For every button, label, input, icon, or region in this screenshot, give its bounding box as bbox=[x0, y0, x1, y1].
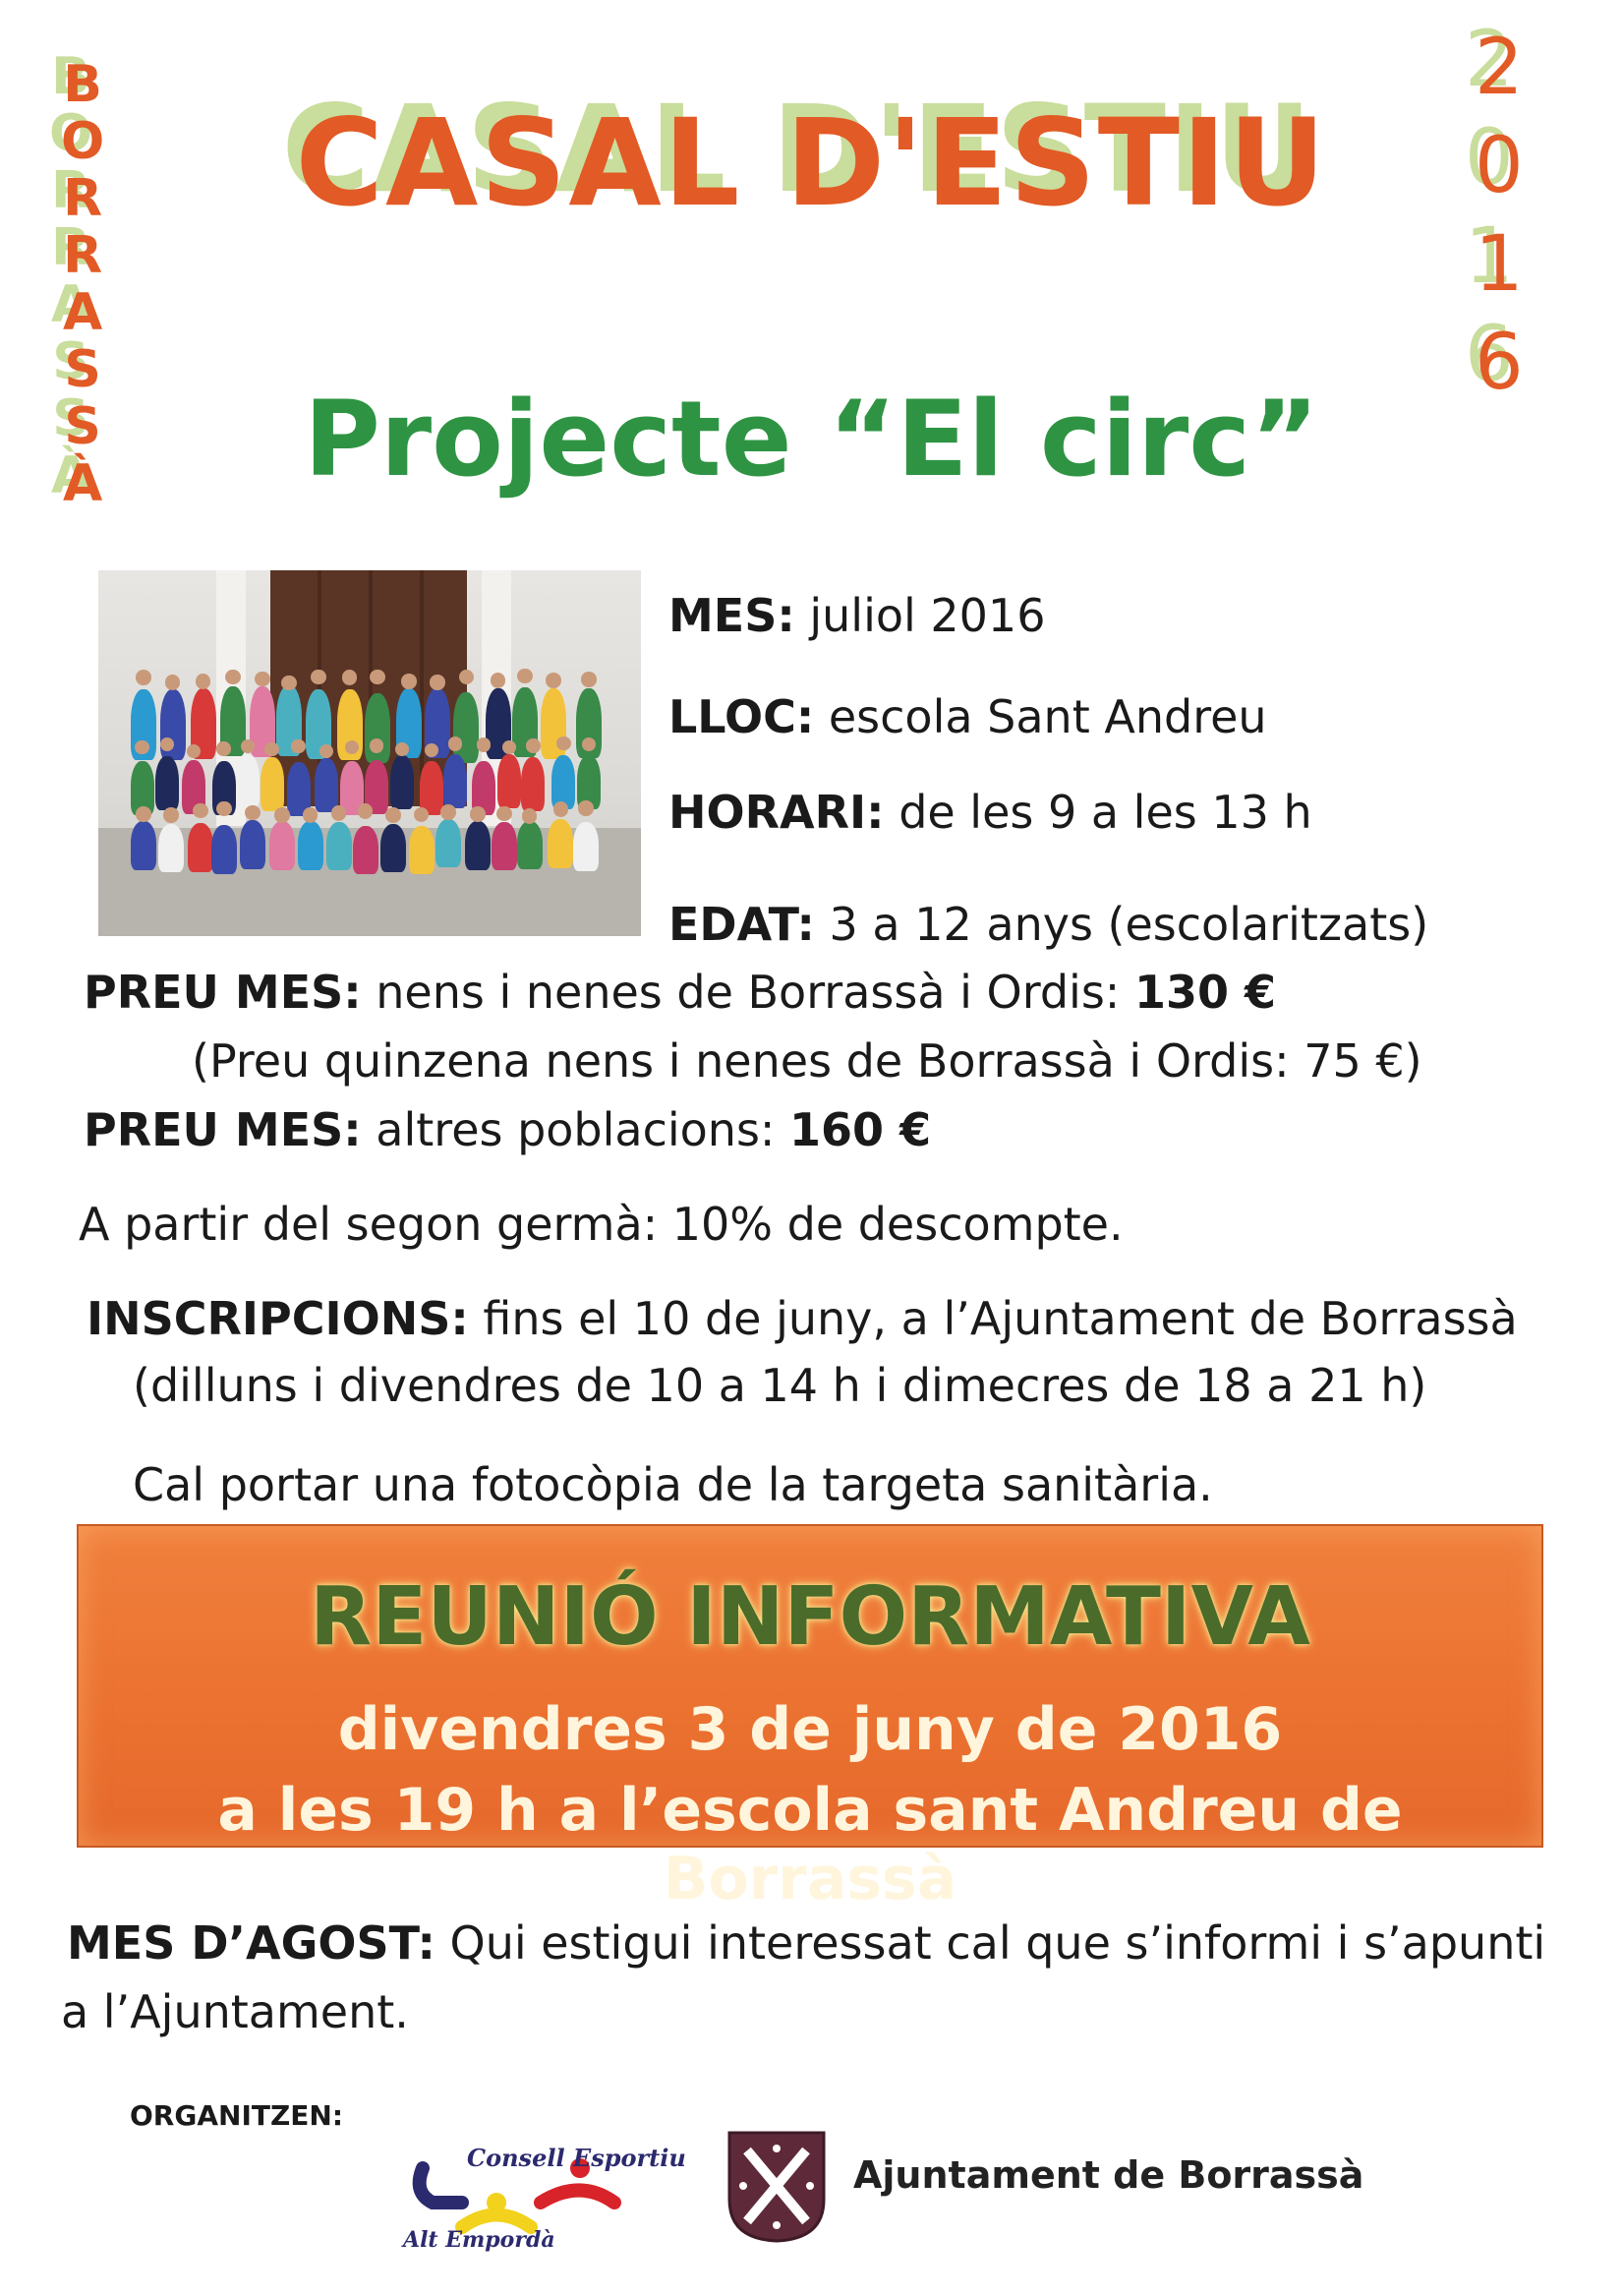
price-local-text: nens i nenes de Borrassà i Ordis: bbox=[376, 966, 1121, 1019]
side-letter: A bbox=[62, 283, 103, 342]
photo-figure-head bbox=[135, 740, 148, 754]
info-place bbox=[668, 690, 1267, 743]
photo-figure-head bbox=[274, 807, 290, 823]
photo-figure-head bbox=[470, 806, 486, 822]
price-other bbox=[84, 1103, 932, 1156]
photo-figure bbox=[158, 824, 184, 873]
photo-figure-head bbox=[517, 669, 533, 684]
side-digit: 2 bbox=[1475, 24, 1524, 112]
price-fortnight: (Preu quinzena nens i nenes de Borrassà i Ordis: 75 €) bbox=[192, 1034, 1422, 1088]
photo-figure-head bbox=[216, 741, 230, 755]
photo-figure-head bbox=[581, 672, 597, 687]
photo-figure-head bbox=[136, 806, 151, 822]
photo-figure bbox=[236, 754, 260, 808]
photo-figure bbox=[326, 822, 352, 871]
month-value: juliol 2016 bbox=[809, 589, 1046, 642]
inscriptions bbox=[87, 1292, 1518, 1345]
photo-figure-head bbox=[477, 737, 491, 751]
photo-figure bbox=[521, 757, 545, 811]
august-text: Qui estigui interessat cal que s’informi i s’apunti bbox=[449, 1916, 1546, 1970]
photo-figure-head bbox=[342, 670, 358, 685]
photo-figure bbox=[211, 825, 237, 874]
photo-figure bbox=[365, 693, 390, 764]
photo-figure bbox=[353, 826, 378, 875]
month-label: MES: bbox=[668, 589, 795, 642]
info-month bbox=[668, 589, 1046, 642]
photo-figure bbox=[188, 823, 213, 872]
photo-figure bbox=[548, 819, 573, 868]
photo-figure-head bbox=[526, 738, 540, 752]
side-letter: S bbox=[64, 340, 101, 399]
photo-figure bbox=[131, 821, 156, 870]
photo-figure-head bbox=[319, 744, 333, 758]
photo-figure bbox=[315, 758, 338, 812]
side-letter: B bbox=[63, 55, 102, 114]
price-other-text: altres poblacions: bbox=[376, 1103, 776, 1156]
age-value: 3 a 12 anys (escolaritzats) bbox=[829, 898, 1429, 951]
photo-figure-head bbox=[553, 801, 569, 817]
photo-figure-head bbox=[546, 673, 561, 688]
side-letter: S bbox=[64, 397, 101, 456]
photo-figure bbox=[390, 755, 414, 809]
photo-figure-head bbox=[163, 807, 179, 823]
photo-figure bbox=[269, 821, 295, 870]
photo-figure-head bbox=[331, 805, 347, 821]
side-letter: O bbox=[61, 112, 105, 171]
photo-figure bbox=[465, 821, 491, 870]
photo-figure-head bbox=[303, 807, 319, 823]
inscriptions-label: INSCRIPCIONS: bbox=[87, 1292, 469, 1345]
august-label: MES D’AGOST: bbox=[67, 1916, 435, 1970]
schedule-value: de les 9 a les 13 h bbox=[898, 786, 1312, 839]
photo-figure bbox=[492, 822, 517, 871]
photo-figure-head bbox=[370, 738, 383, 752]
price-local bbox=[84, 966, 1276, 1019]
photo-figure-head bbox=[440, 804, 456, 820]
photo-figure-head bbox=[385, 807, 401, 823]
photo-figure bbox=[298, 821, 323, 870]
health-card-note: Cal portar una fotocòpia de la targeta sanitària. bbox=[133, 1458, 1213, 1511]
photo-figure-head bbox=[255, 672, 270, 687]
photo-figure-head bbox=[216, 801, 232, 817]
photo-figure bbox=[409, 826, 435, 875]
organizers-label: ORGANITZEN: bbox=[130, 2099, 344, 2132]
sibling-discount: A partir del segon germà: 10% de descompte. bbox=[79, 1198, 1124, 1251]
info-age bbox=[668, 898, 1429, 951]
photo-figure bbox=[261, 757, 284, 811]
meeting-banner bbox=[77, 1524, 1543, 1913]
photo-figure bbox=[497, 754, 521, 808]
photo-figure-head bbox=[311, 670, 326, 685]
photo-figure-head bbox=[193, 803, 208, 819]
banner-title: REUNIÓ INFORMATIVA bbox=[310, 1570, 1310, 1664]
borrassa-shield-icon bbox=[725, 2129, 828, 2245]
photo-figure bbox=[443, 754, 467, 808]
consell-esportiu-name: Consell Esportiu bbox=[467, 2144, 686, 2172]
price-local-label: PREU MES: bbox=[84, 966, 362, 1019]
august-text-cont: a l’Ajuntament. bbox=[61, 1985, 409, 2038]
photo-figure bbox=[517, 821, 543, 870]
photo-figure-head bbox=[414, 807, 430, 823]
photo-figure-head bbox=[556, 736, 570, 750]
photo-figure-head bbox=[395, 742, 409, 756]
side-letter: R bbox=[63, 226, 103, 285]
photo-figure-head bbox=[522, 808, 538, 824]
inscriptions-hours: (dilluns i divendres de 10 a 14 h i dimecres de 18 a 21 h) bbox=[133, 1359, 1427, 1412]
photo-figure-head bbox=[196, 674, 211, 689]
side-digit: 6 bbox=[1475, 319, 1524, 407]
side-digit: 0 bbox=[1475, 122, 1524, 210]
project-subtitle: Projecte “El circ” bbox=[304, 379, 1319, 500]
photo-figure-head bbox=[459, 670, 475, 685]
info-schedule bbox=[668, 786, 1312, 839]
photo-figure-head bbox=[245, 805, 261, 821]
photo-figure-head bbox=[401, 674, 417, 689]
photo-figure bbox=[240, 820, 265, 869]
place-value: escola Sant Andreu bbox=[828, 690, 1267, 743]
ajuntament-name: Ajuntament de Borrassà bbox=[853, 2153, 1364, 2197]
photo-figure-head bbox=[358, 803, 374, 819]
photo-figure-head bbox=[370, 670, 385, 685]
photo-figure bbox=[573, 822, 599, 871]
group-photo bbox=[98, 570, 641, 936]
side-digit: 1 bbox=[1475, 220, 1524, 309]
photo-figure-head bbox=[136, 670, 151, 685]
photo-figure bbox=[155, 756, 179, 810]
price-local-amount: 130 € bbox=[1133, 966, 1276, 1019]
age-label: EDAT: bbox=[668, 898, 815, 951]
photo-figure-head bbox=[264, 742, 278, 756]
place-label: LLOC: bbox=[668, 690, 815, 743]
price-other-label: PREU MES: bbox=[84, 1103, 362, 1156]
photo-figure-head bbox=[496, 806, 512, 822]
side-letter: À bbox=[62, 454, 103, 513]
photo-figure-head bbox=[225, 670, 241, 685]
price-other-amount: 160 € bbox=[789, 1103, 932, 1156]
august-info bbox=[67, 1916, 1546, 1970]
page-title: CASAL D'ESTIU bbox=[295, 93, 1328, 233]
photo-figure bbox=[435, 819, 461, 868]
photo-figure-head bbox=[491, 673, 506, 688]
photo-figure-head bbox=[578, 800, 594, 816]
photo-figure bbox=[453, 692, 479, 763]
photo-figure-head bbox=[448, 736, 462, 750]
photo-figure-head bbox=[430, 675, 445, 690]
photo-figure bbox=[380, 824, 406, 873]
banner-place: a les 19 h a l’escola sant Andreu de Borrassà bbox=[217, 1776, 1403, 1913]
photo-figure-head bbox=[281, 676, 297, 691]
side-letter: R bbox=[63, 169, 103, 228]
inscriptions-text: fins el 10 de juny, a l’Ajuntament de Borrassà bbox=[483, 1292, 1518, 1345]
photo-figure-head bbox=[165, 675, 181, 690]
banner-date: divendres 3 de juny de 2016 bbox=[337, 1695, 1283, 1764]
consell-esportiu-region: Alt Empordà bbox=[403, 2227, 555, 2253]
photo-figure-head bbox=[291, 739, 305, 753]
schedule-label: HORARI: bbox=[668, 786, 885, 839]
